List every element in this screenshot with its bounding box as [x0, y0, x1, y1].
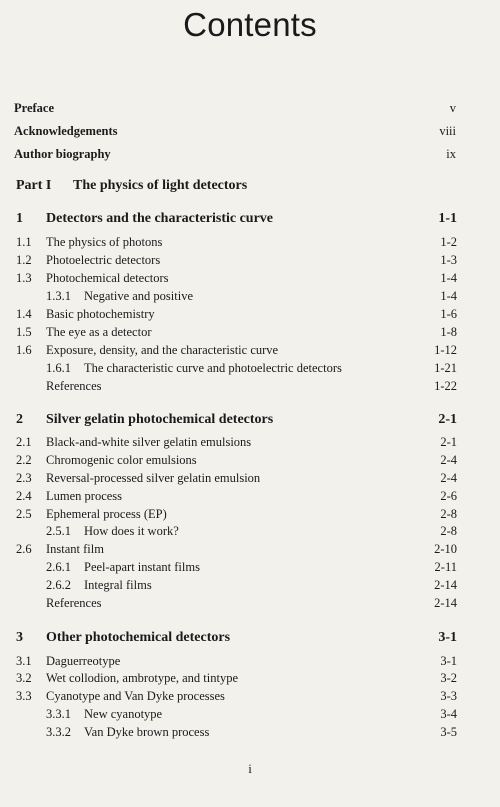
subsection-title: The characteristic curve and photoelectric detectors [84, 361, 342, 375]
page-title: Contents [183, 6, 317, 43]
section-title: Exposure, density, and the characteristic curve [46, 343, 279, 357]
chapter-number: 3 [16, 630, 23, 645]
toc-entry[interactable] [0, 269, 500, 287]
chapter-number: 2 [16, 412, 23, 427]
subsection-number: 3.3.2 [46, 725, 71, 739]
subsection-title: Peel-apart instant films [84, 560, 200, 574]
section-number: 2.3 [16, 471, 32, 485]
subsection-title: Negative and positive [84, 289, 193, 303]
toc-page-number: 2-6 [440, 489, 457, 503]
toc-page-number: 1-4 [440, 271, 457, 285]
toc-page-number: 2-4 [440, 471, 457, 485]
section-title: The eye as a detector [46, 325, 152, 339]
toc-subentry[interactable] [0, 723, 500, 741]
toc-page-number: 1-22 [434, 379, 457, 393]
toc-subentry[interactable] [0, 287, 500, 305]
toc-label: Author biography [14, 147, 111, 161]
section-title: Basic photochemistry [46, 307, 155, 321]
subsection-title: How does it work? [84, 524, 179, 538]
section-title: Photoelectric detectors [46, 253, 161, 267]
section-number: 2.2 [16, 453, 32, 467]
section-number: 3.2 [16, 671, 32, 685]
section-title: Wet collodion, ambrotype, and tintype [46, 671, 239, 685]
toc-entry[interactable] [0, 669, 500, 687]
section-title: Chromogenic color emulsions [46, 453, 197, 467]
toc-label: Preface [14, 101, 55, 115]
toc-front-preface[interactable] [0, 99, 500, 117]
toc-subentry[interactable] [0, 558, 500, 576]
toc-entry[interactable] [0, 305, 500, 323]
subsection-title: Integral films [84, 578, 152, 592]
toc-entry[interactable] [0, 505, 500, 523]
toc-page-number: 3-5 [440, 725, 457, 739]
section-number: 2.5 [16, 507, 32, 521]
chapter-title: Detectors and the characteristic curve [46, 211, 274, 226]
toc-page-number: 2-10 [434, 542, 457, 556]
toc-page-number: viii [439, 124, 456, 138]
toc-page-number: 2-8 [440, 507, 457, 521]
toc-page-number: 2-1 [440, 435, 457, 449]
chapter-title: Other photochemical detectors [46, 630, 231, 645]
toc-entry[interactable] [0, 652, 500, 670]
section-number: 1.3 [16, 271, 32, 285]
toc-chapter-1[interactable] [0, 210, 500, 228]
subsection-title: New cyanotype [84, 707, 163, 721]
toc-entry[interactable] [0, 251, 500, 269]
section-number: 3.3 [16, 689, 32, 703]
chapter-number: 1 [16, 211, 23, 226]
subsection-number: 2.6.1 [46, 560, 71, 574]
section-number: 1.4 [16, 307, 32, 321]
toc-page-number: 1-3 [440, 253, 457, 267]
section-number: 2.6 [16, 542, 32, 556]
references-label: References [46, 379, 102, 393]
toc-entry[interactable] [0, 233, 500, 251]
section-number: 1.1 [16, 235, 32, 249]
section-title: Lumen process [46, 489, 123, 503]
toc-part-heading [0, 177, 500, 195]
toc-page-number: 2-14 [434, 596, 457, 610]
section-title: The physics of photons [46, 235, 163, 249]
toc-page-number: 3-1 [440, 654, 457, 668]
toc-front-acknowledgements[interactable] [0, 122, 500, 140]
subsection-number: 2.5.1 [46, 524, 71, 538]
toc-subentry[interactable] [0, 359, 500, 377]
toc-chapter-2[interactable] [0, 411, 500, 429]
subsection-title: Van Dyke brown process [84, 725, 210, 739]
part-title: The physics of light detectors [73, 178, 248, 193]
section-title: Photochemical detectors [46, 271, 169, 285]
section-number: 3.1 [16, 654, 32, 668]
toc-page-number: v [449, 101, 456, 115]
toc-subentry[interactable] [0, 522, 500, 540]
subsection-number: 1.6.1 [46, 361, 71, 375]
toc-references[interactable] [0, 377, 500, 395]
toc-page-number: 1-1 [438, 211, 457, 226]
section-title: Reversal-processed silver gelatin emulsion [46, 471, 261, 485]
toc-front-author-biography[interactable] [0, 145, 500, 163]
section-number: 2.1 [16, 435, 32, 449]
page-folio: i [248, 761, 252, 776]
section-title: Instant film [46, 542, 104, 556]
toc-subentry[interactable] [0, 705, 500, 723]
toc-entry[interactable] [0, 469, 500, 487]
section-title: Daguerreotype [46, 654, 121, 668]
toc-page-number: 1-21 [434, 361, 457, 375]
subsection-number: 3.3.1 [46, 707, 71, 721]
toc-page-number: 2-14 [434, 578, 457, 592]
toc-label: Acknowledgements [14, 124, 118, 138]
section-title: Cyanotype and Van Dyke processes [46, 689, 225, 703]
toc-page-number: 1-6 [440, 307, 457, 321]
subsection-number: 2.6.2 [46, 578, 71, 592]
toc-page-number: 1-12 [434, 343, 457, 357]
toc-page-number: 1-2 [440, 235, 457, 249]
toc-chapter-3[interactable] [0, 629, 500, 647]
toc-entry[interactable] [0, 341, 500, 359]
section-number: 2.4 [16, 489, 32, 503]
toc-subentry[interactable] [0, 576, 500, 594]
toc-page-number: 1-8 [440, 325, 457, 339]
toc-entry[interactable] [0, 540, 500, 558]
chapter-title: Silver gelatin photochemical detectors [46, 412, 274, 427]
toc-page-number: 2-4 [440, 453, 457, 467]
section-number: 1.5 [16, 325, 32, 339]
toc-page-number: 2-8 [440, 524, 457, 538]
toc-page-number: 2-1 [438, 412, 457, 427]
toc-entry[interactable] [0, 323, 500, 341]
toc-page-number: 1-4 [440, 289, 457, 303]
toc-page-number: 3-2 [440, 671, 457, 685]
toc-page-number: ix [446, 147, 456, 161]
toc-references[interactable] [0, 594, 500, 612]
subsection-number: 1.3.1 [46, 289, 71, 303]
part-number: Part I [16, 178, 52, 193]
toc-entry[interactable] [0, 487, 500, 505]
toc-entry[interactable] [0, 687, 500, 705]
section-title: Ephemeral process (EP) [46, 507, 167, 521]
toc-page-number: 3-1 [438, 630, 457, 645]
section-number: 1.6 [16, 343, 32, 357]
toc-page-number: 2-11 [434, 560, 457, 574]
toc-page-number: 3-3 [440, 689, 457, 703]
section-number: 1.2 [16, 253, 32, 267]
section-title: Black-and-white silver gelatin emulsions [46, 435, 252, 449]
toc-page-number: 3-4 [440, 707, 457, 721]
toc-entry[interactable] [0, 433, 500, 451]
toc-entry[interactable] [0, 451, 500, 469]
references-label: References [46, 596, 102, 610]
